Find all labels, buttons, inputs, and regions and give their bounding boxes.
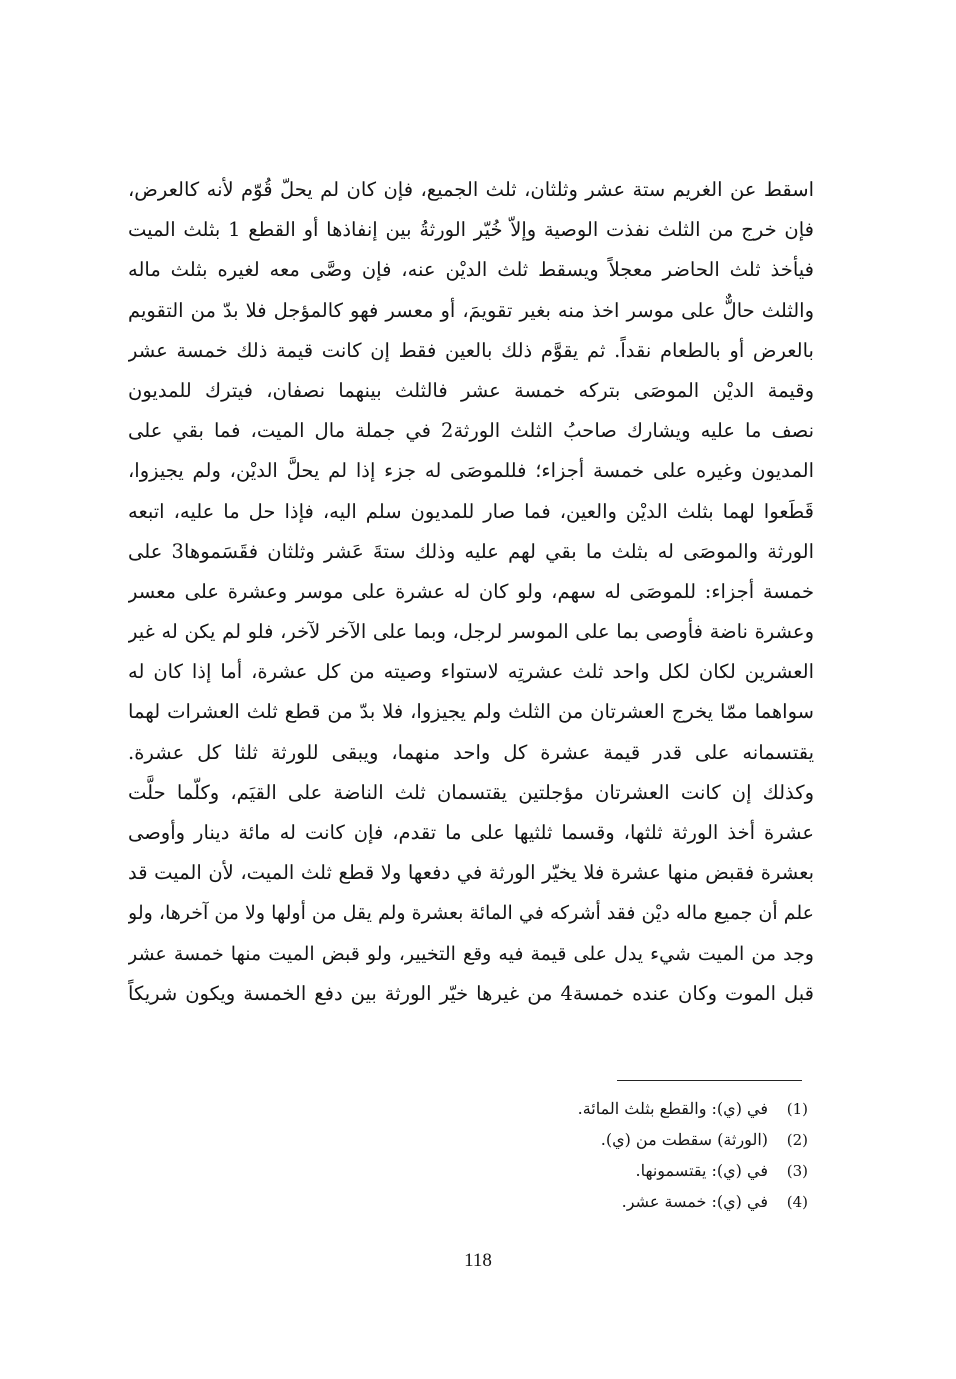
- text-line: وكذلك إن كانت العشرتان مؤجلتين يقتسمان ثلث الناضة على القيَم، وكلّما حلَّت: [128, 780, 814, 804]
- text-line: بالعرض أو بالطعام نقداً. ثم يقوَّم ذلك بالعين فقط إن كانت قيمة ذلك خمسة عشر: [128, 338, 814, 362]
- text-line: قَطَعوا لهما بثلث الديْن والعين، فما صار للمديون سلم اليه، فإذا حل ما عليه، اتبعه: [128, 499, 814, 523]
- footnote-item: [448, 1155, 808, 1186]
- text-line: عشرة أخذ الورثة ثلثها، وقسما ثلثيها على ما تقدم، فإن كانت له مائة دينار وأوصى: [128, 821, 814, 844]
- footnote-text: في (ي): خمسة عشر.: [621, 1192, 768, 1211]
- footnote-text: في (ي): يقتسمونها.: [635, 1161, 768, 1180]
- footnote-number: (3): [786, 1162, 808, 1180]
- text-line: اسقط عن الغريم ستة عشر وثلثان، ثلث الجميع، فإن كان لم يحلّ قُوّم لأنه كالعرض،: [128, 178, 814, 201]
- text-line: فإن خرج من الثلث نفذت الوصية وإلاّ خُيّر الورثةُ بين إنفاذها أو القطع 1 بثلث الميت: [128, 218, 814, 242]
- footnote-item: [448, 1093, 808, 1124]
- footnote-number: (4): [786, 1193, 808, 1211]
- text-line: وقيمة الديْن الموصَى بتركه خمسة عشر فالثلث بينهما نصفان، فيترك للمديون: [128, 378, 814, 402]
- page-number: 118: [464, 1250, 492, 1271]
- footnotes: [448, 1093, 808, 1217]
- text-line: نصف ما عليه ويشارك صاحبُ الثلث الورثة2 في جملة مال الميت، فما بقي على: [128, 419, 814, 443]
- main-text-block: [128, 170, 814, 1014]
- text-line: المديون وغيره على خمسة أجزاء؛ فللموصَى له جزء إذا لم يحلَّ الديْن، ولم يجيزوا،: [128, 459, 814, 483]
- text-line: بعشرة فقبض منها عشرة فلا يخيّر الورثة في دفعها ولا قطع ثلث الميت، لأن الميت قد: [128, 861, 814, 885]
- footnote-text: (الورثة) سقطت من (ي).: [600, 1130, 768, 1149]
- footnote-text: في (ي): والقطع بثلث المائة.: [577, 1099, 768, 1118]
- text-line: فيأخذ ثلث الحاضر معجلاً ويسقط ثلث الديْن عنه، فإن وصَّى معه لغيره بثلث ماله: [128, 258, 814, 282]
- footnote-number: (2): [786, 1131, 808, 1149]
- text-line: خمسة أجزاء: للموصَى له سهم، ولو كان له عشرة على موسر وعشرة على معسر: [128, 579, 814, 603]
- text-line: وعشرة ناضة فأوصى بما على الموسر لرجل، وبما على الآخر لآخر، فلو لم يكن له غير: [128, 620, 814, 644]
- text-line: وجد من الميت شيء يدل على قيمة فيه وقع التخيير، ولو قبض الميت منها خمسة عشر: [128, 942, 814, 965]
- footnote-separator: [617, 1080, 802, 1081]
- text-line: يقتسمانه على قدر قيمة عشرة كل واحد منهما، ويبقى للورثة ثلثا كل عشرة.: [128, 740, 814, 764]
- text-line: العشرين لكان لكل واحد ثلث عشرتِه لاستواء وصيته من كل عشرة، أما إذا كان له: [128, 660, 814, 684]
- footnote-number: (1): [786, 1100, 808, 1118]
- text-line: والثلث حالٌّ على موسر اخذ منه بغير تقويمَ، أو معسر فهو كالمؤجل فلا بدّ من التقويم: [128, 298, 814, 322]
- text-line: قبل الموت وكان عنده خمسة4 من غيرها خيّر الورثة بين دفع الخمسة ويكون شريكاً: [128, 981, 814, 1005]
- text-line: سواهما ممّا يخرج العشرتان من الثلث ولم يجيزوا، فلا بدّ من قطع ثلث العشرات لهما: [128, 700, 814, 724]
- text-line: علم أن جميع ماله ديْن فقد أشركه في المائة بعشرة ولم يقل من أولها ولا من آخرها، ولو: [128, 902, 814, 925]
- footnote-item: [448, 1124, 808, 1155]
- text-line: الورثة والموصَى له بثلث ما بقي لهم عليه وذلك ستةَ عَشر وثلثان فقَسَموها3 على: [128, 539, 814, 563]
- footnote-item: [448, 1186, 808, 1217]
